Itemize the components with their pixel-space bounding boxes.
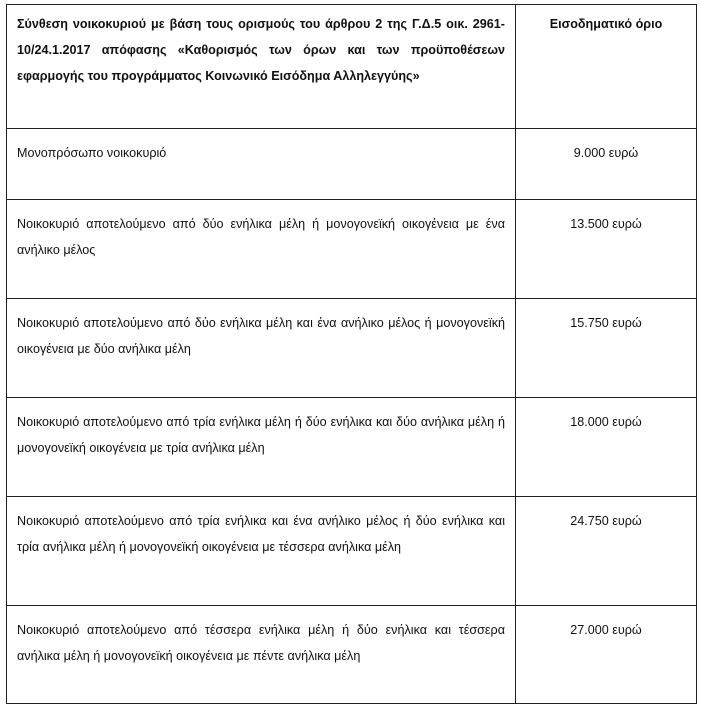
household-composition-cell: Νοικοκυριό αποτελούμενο από δύο ενήλικα μέλη ή μονογονεϊκή οικογένεια με ένα ανήλικο μέλος [7, 200, 516, 299]
household-composition-cell: Νοικοκυριό αποτελούμενο από τρία ενήλικα και ένα ανήλικο μέλος ή δύο ενήλικα και τρία ανήλικα μέλη ή μονογονεϊκή οικογένεια με τέσσερα ανήλικα μέλη [7, 497, 516, 606]
income-limit-cell: 27.000 ευρώ [516, 606, 697, 704]
table-row [7, 606, 697, 704]
household-composition-cell: Νοικοκυριό αποτελούμενο από τέσσερα ενήλικα μέλη ή δύο ενήλικα και τέσσερα ανήλικα μέλη ή μονογονεϊκή οικογένεια με πέντε ανήλικα μέλη [7, 606, 516, 704]
income-limit-cell: 13.500 ευρώ [516, 200, 697, 299]
household-composition-cell: Νοικοκυριό αποτελούμενο από δύο ενήλικα μέλη και ένα ανήλικο μέλος ή μονογονεϊκή οικογένεια με δύο ανήλικα μέλη [7, 299, 516, 398]
household-composition-cell: Μονοπρόσωπο νοικοκυριό [7, 129, 516, 200]
table-row [7, 200, 697, 299]
table-row [7, 299, 697, 398]
income-limits-table [6, 4, 697, 704]
income-limit-cell: 15.750 ευρώ [516, 299, 697, 398]
table-row [7, 129, 697, 200]
household-composition-cell: Νοικοκυριό αποτελούμενο από τρία ενήλικα μέλη ή δύο ενήλικα και δύο ανήλικα μέλη ή μονογονεϊκή οικογένεια με τρία ανήλικα μέλη [7, 398, 516, 497]
income-limit-cell: 24.750 ευρώ [516, 497, 697, 606]
table-row [7, 398, 697, 497]
income-limit-cell: 18.000 ευρώ [516, 398, 697, 497]
header-household-composition: Σύνθεση νοικοκυριού με βάση τους ορισμούς του άρθρου 2 της Γ.Δ.5 οικ. 2961-10/24.1.2017 απόφασης «Καθορισμός των όρων και των προϋποθέσεων εφαρμογής του προγράμματος Κοινωνικό Εισόδημα Αλληλεγγύης» [7, 5, 516, 129]
table-row [7, 497, 697, 606]
income-limit-cell: 9.000 ευρώ [516, 129, 697, 200]
table-header-row [7, 5, 697, 129]
header-income-limit: Εισοδηματικό όριο [516, 5, 697, 129]
